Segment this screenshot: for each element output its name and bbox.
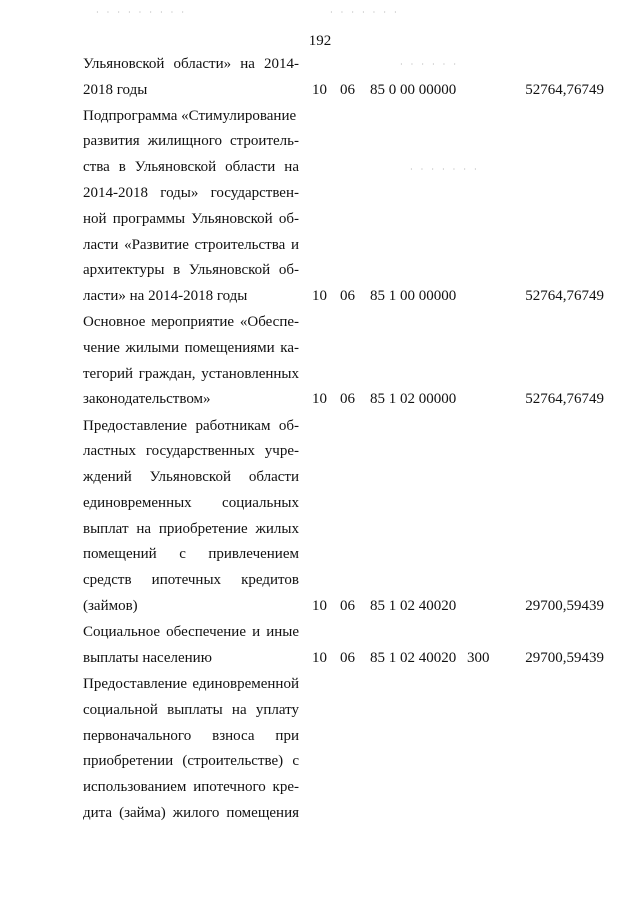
description-line: Предоставление работникам об-: [83, 417, 299, 434]
sum-value: 52764,76749: [525, 391, 604, 408]
description-line: 2014-2018 годы» государствен-: [83, 184, 299, 201]
rz-code: 10: [312, 391, 327, 408]
description-line: социальной выплаты на уплату: [83, 701, 299, 718]
sum-value: 29700,59439: [525, 598, 604, 615]
description-line: (займов): [83, 598, 138, 615]
description-line: Основное мероприятие «Обеспе-: [83, 314, 299, 330]
vr-code: 300: [467, 649, 490, 666]
description-line: 2018 годы: [83, 81, 148, 98]
description-line: выплаты населению: [83, 649, 212, 666]
description-line: Предоставление единовременной: [83, 676, 299, 692]
rz-code: 10: [312, 81, 327, 98]
description-line: чение жилыми помещениями ка-: [83, 339, 299, 356]
page-number: 192: [308, 33, 332, 49]
description-line: архитектуры в Ульяновской об-: [83, 262, 299, 279]
csr-code: 85 0 00 00000: [370, 81, 457, 98]
description-line: ной программы Ульяновской об-: [83, 210, 299, 227]
sum-value: 52764,76749: [525, 81, 604, 98]
description-line: ласти «Развитие строительства и: [83, 236, 299, 253]
csr-code: 85 1 00 00000: [370, 288, 457, 305]
rz-code: 10: [312, 598, 327, 615]
description-line: ства в Ульяновской области на: [83, 159, 299, 176]
csr-code: 85 1 02 40020: [370, 649, 457, 666]
pr-code: 06: [340, 81, 355, 98]
description-line: помещений с привлечением: [83, 546, 299, 563]
rz-code: 10: [312, 649, 327, 666]
description-line: использованием ипотечного кре-: [83, 779, 299, 796]
description-line: тегорий граждан, установленных: [83, 365, 299, 382]
description-line: ждений Ульяновской области: [83, 469, 299, 486]
pr-code: 06: [340, 288, 355, 305]
row-description: [83, 414, 299, 620]
description-line: приобретении (строительстве) с: [83, 753, 299, 770]
csr-code: 85 1 02 00000: [370, 391, 457, 408]
row-description: [83, 672, 299, 827]
scan-noise: · · · · · · ·: [330, 8, 400, 17]
sum-value: 29700,59439: [525, 649, 604, 666]
rz-code: 10: [312, 288, 327, 305]
description-line: первоначального взноса при: [83, 727, 299, 744]
description-line: развития жилищного строитель-: [83, 133, 299, 150]
description-line: ласти» на 2014-2018 годы: [83, 288, 248, 305]
description-line: единовременных социальных: [83, 494, 299, 511]
row-description: [83, 620, 299, 672]
scan-noise: · · · · · · ·: [410, 165, 480, 174]
pr-code: 06: [340, 649, 355, 666]
pr-code: 06: [340, 391, 355, 408]
description-line: средств ипотечных кредитов: [83, 572, 299, 589]
scan-noise: · · · · · · · · ·: [96, 8, 187, 17]
description-line: Ульяновской области» на 2014-: [83, 56, 299, 72]
sum-value: 52764,76749: [525, 288, 604, 305]
description-line: ластных государственных учре-: [83, 443, 299, 460]
description-line: Социальное обеспечение и иные: [83, 624, 299, 640]
description-line: Подпрограмма «Стимулирование: [83, 107, 297, 124]
description-line: дита (займа) жилого помещения: [83, 804, 299, 821]
csr-code: 85 1 02 40020: [370, 598, 457, 615]
row-description: [83, 52, 299, 104]
row-description: [83, 310, 299, 413]
description-line: выплат на приобретение жилых: [83, 520, 299, 537]
scan-noise: · · · · · ·: [400, 60, 459, 69]
pr-code: 06: [340, 598, 355, 615]
row-description: [83, 104, 299, 310]
description-line: законодательством»: [83, 391, 211, 408]
